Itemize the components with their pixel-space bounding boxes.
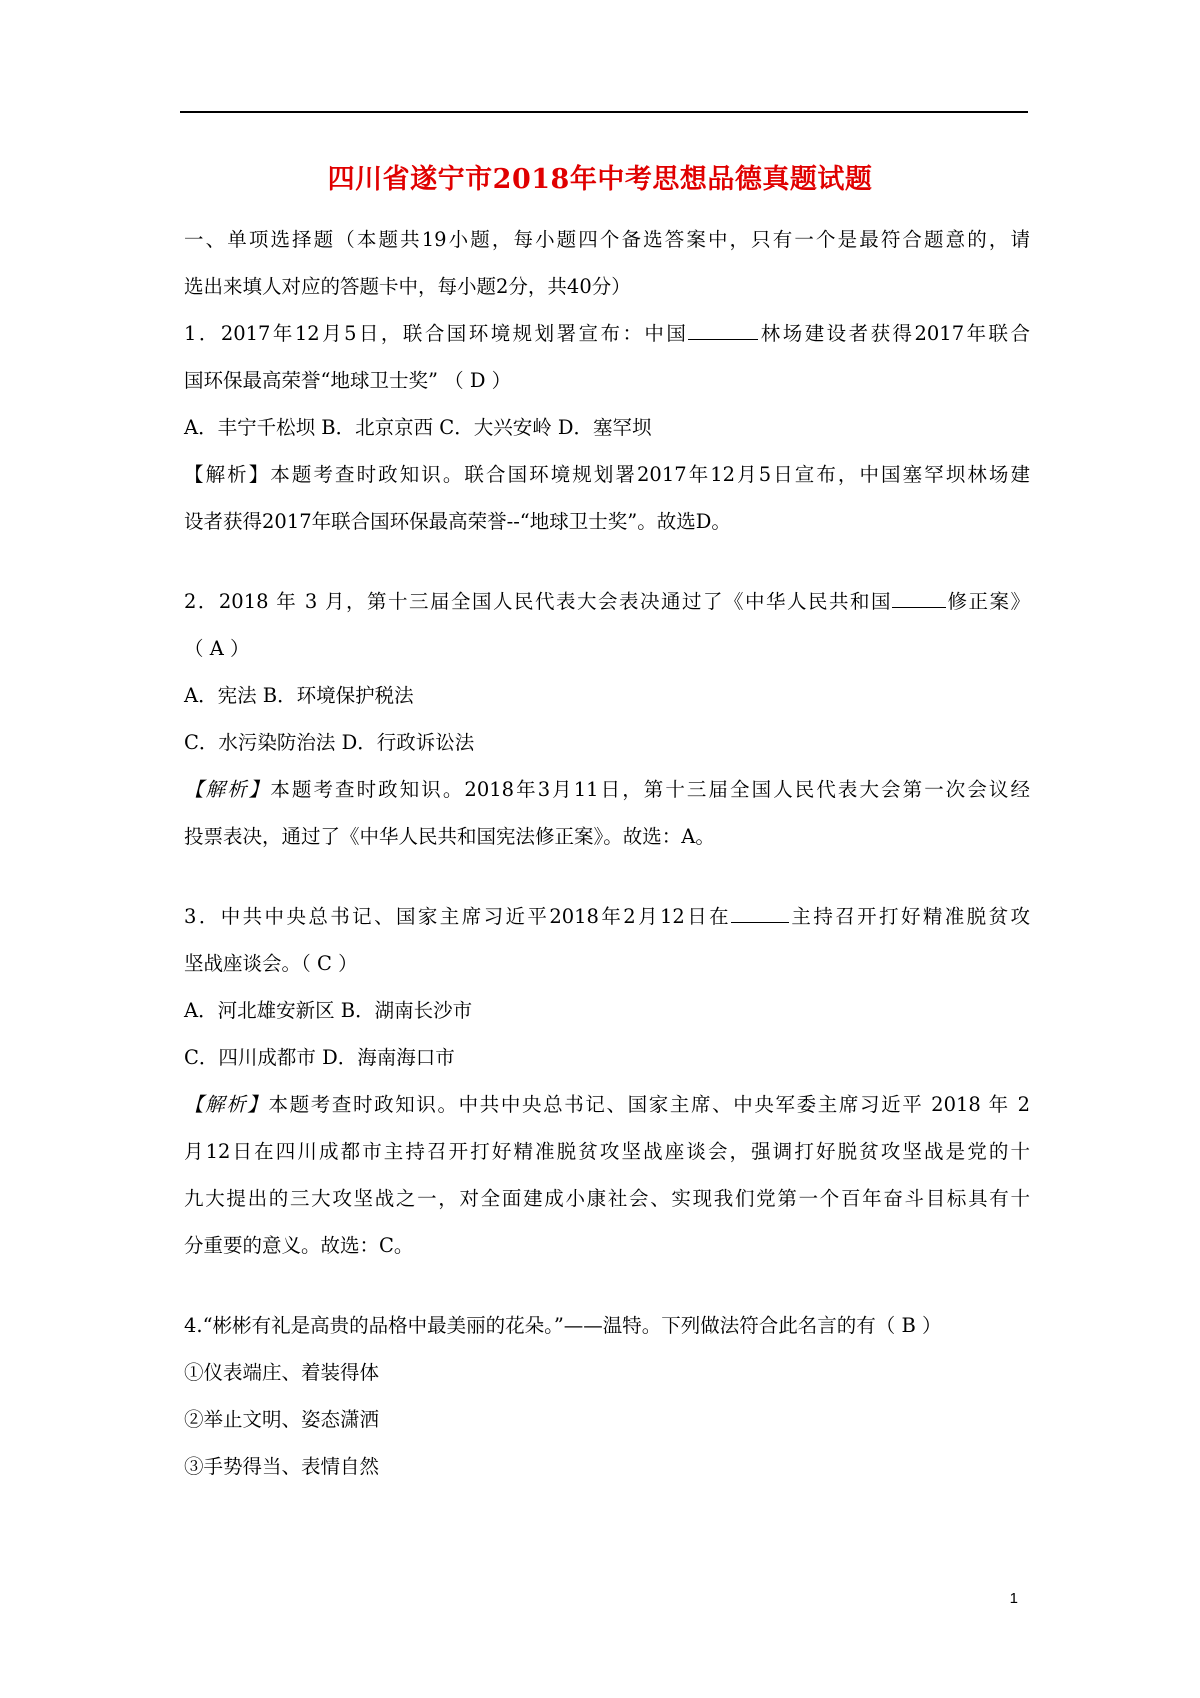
page-title: 四川省遂宁市2018年中考思想品德真题试题	[327, 164, 873, 195]
question-3-analysis-line-1	[184, 1081, 1030, 1128]
page-number: 1	[1009, 1590, 1018, 1607]
question-2-stem-line-1	[184, 578, 1030, 625]
question-3-options-line-1: A．河北雄安新区 B．湖南长沙市	[184, 999, 473, 1022]
section-heading-line-2: 选出来填人对应的答题卡中，每小题2分，共40分）	[184, 275, 631, 298]
analysis-text: 本题考查时政知识。中共中央总书记、国家主席、中央军委主席习近平 2018 年 2	[268, 1093, 1030, 1116]
question-1-analysis-line-2: 设者获得2017年联合国环保最高荣誉--“地球卫士奖”。故选D。	[184, 510, 731, 533]
question-3-stem-pre: 3．中共中央总书记、国家主席习近平2018年2月12日在	[184, 905, 732, 928]
question-2-options-line-1: A．宪法 B．环境保护税法	[184, 684, 414, 707]
question-1-analysis-line-1	[184, 451, 1030, 498]
question-4-stem: 4.“彬彬有礼是高贵的品格中最美丽的花朵。”——温特。下列做法符合此名言的有（ B ）	[184, 1314, 942, 1337]
question-4-item-2: ②举止文明、姿态潇洒	[184, 1408, 380, 1431]
answer-blank	[731, 902, 789, 923]
question-3-analysis-line-2: 月12日在四川成都市主持召开打好精准脱贫攻坚战座谈会，强调打好脱贫攻坚战是党的十	[184, 1140, 1030, 1163]
analysis-label: 【解析】	[184, 463, 271, 486]
question-2-stem-pre: 2．2018 年 3 月，第十三届全国人民代表大会表决通过了《中华人民共和国	[184, 590, 892, 613]
question-2-stem-line-2: （ A ）	[184, 637, 250, 660]
analysis-label: 【解析】	[184, 778, 271, 801]
spacer	[184, 860, 1030, 893]
analysis-text: 本题考查时政知识。2018年3月11日，第十三届全国人民代表大会第一次会议经	[270, 778, 1030, 801]
header-rule	[180, 111, 1028, 113]
question-1-stem-post: 林场建设者获得2017年联合	[758, 322, 1030, 345]
analysis-label: 【解析】	[184, 1093, 269, 1116]
question-2-analysis-line-2: 投票表决，通过了《中华人民共和国宪法修正案》。故选：A。	[184, 825, 715, 848]
question-2-analysis-line-1	[184, 766, 1030, 813]
section-heading-line-1: 一、单项选择题（本题共19小题，每小题四个备选答案中，只有一个是最符合题意的，请	[184, 228, 1030, 251]
question-3-analysis-line-3: 九大提出的三大攻坚战之一，对全面建成小康社会、实现我们党第一个百年奋斗目标具有十	[184, 1187, 1030, 1210]
question-3-stem-line-2: 坚战座谈会。（ C ）	[184, 952, 358, 975]
question-3-options-line-2: C．四川成都市 D．海南海口市	[184, 1046, 455, 1069]
spacer	[184, 1269, 1030, 1302]
question-4-item-1: ①仪表端庄、着装得体	[184, 1361, 380, 1384]
answer-blank	[688, 319, 758, 340]
question-1-options: A．丰宁千松坝 B．北京京西 C．大兴安岭 D．塞罕坝	[184, 416, 652, 439]
question-4-item-3: ③手势得当、表情自然	[184, 1455, 380, 1478]
question-2-stem-post: 修正案》	[945, 590, 1030, 613]
document-body	[184, 216, 1030, 1490]
spacer	[184, 545, 1030, 578]
answer-blank	[892, 587, 946, 608]
analysis-text: 本题考查时政知识。联合国环境规划署2017年12月5日宣布，中国塞罕坝林场建	[270, 463, 1030, 486]
question-3-stem-post: 主持召开打好精准脱贫攻	[789, 905, 1030, 928]
question-1-stem-line-2: 国环保最高荣誉“地球卫士奖” （ D ）	[184, 369, 512, 392]
question-3-stem-line-1	[184, 893, 1030, 940]
question-1-stem-line-1	[184, 310, 1030, 357]
question-1-stem-pre: 1．2017年12月5日，联合国环境规划署宣布：中国	[184, 322, 689, 345]
question-3-analysis-line-4: 分重要的意义。故选：C。	[184, 1234, 414, 1257]
question-2-options-line-2: C．水污染防治法 D．行政诉讼法	[184, 731, 475, 754]
